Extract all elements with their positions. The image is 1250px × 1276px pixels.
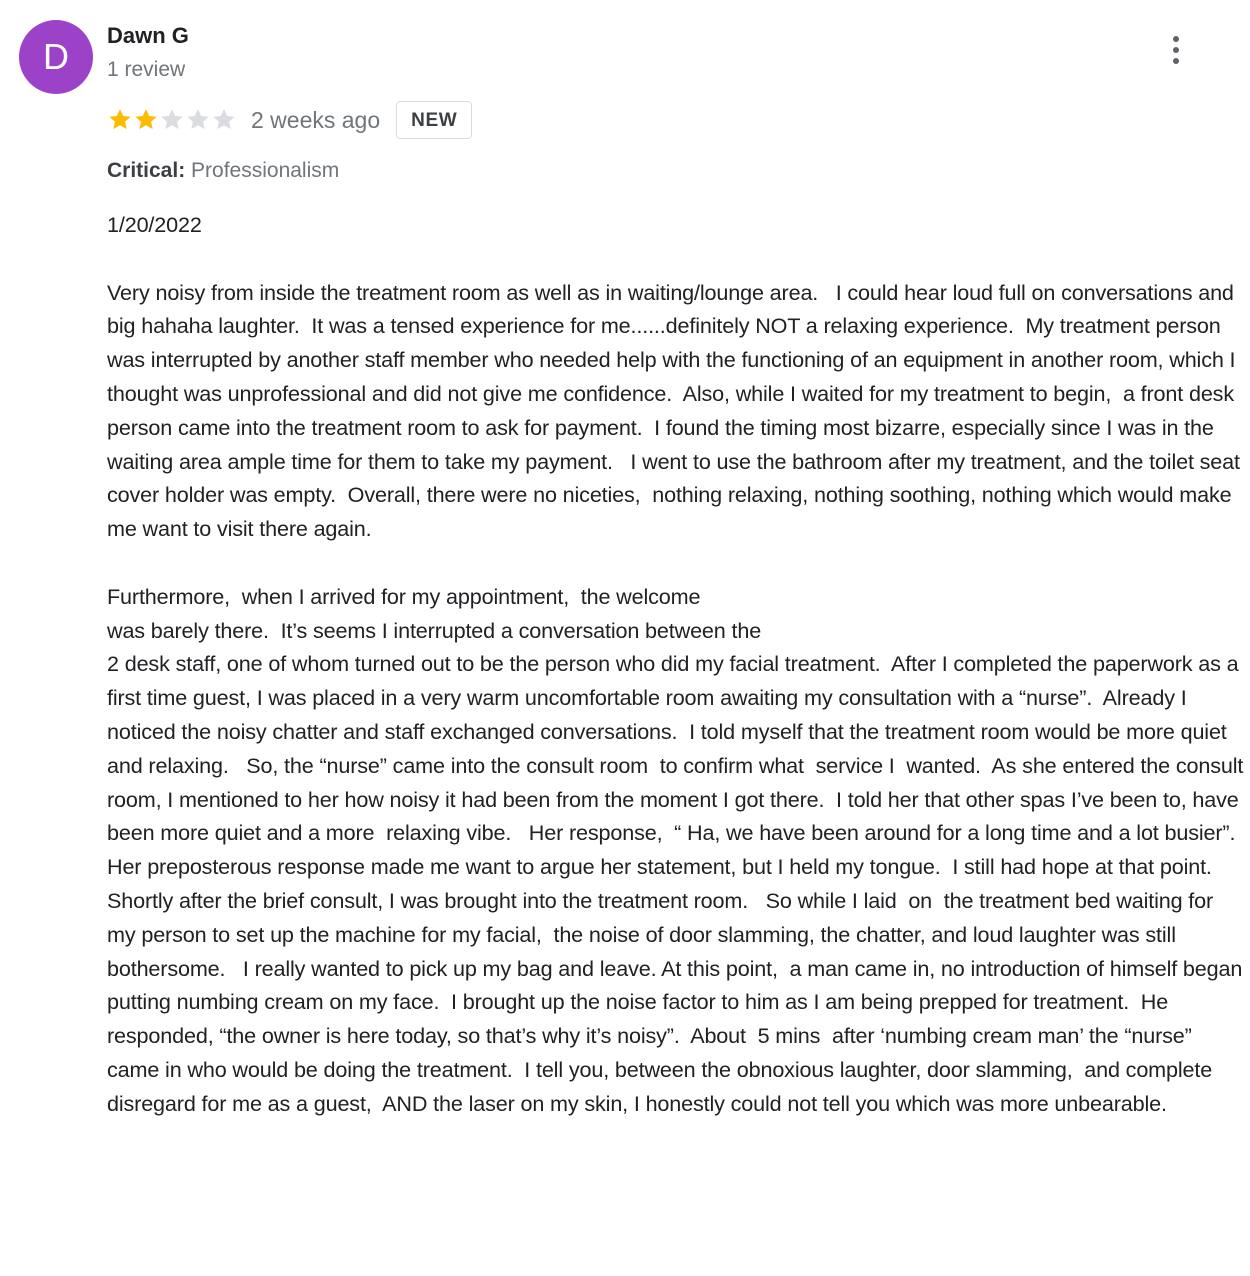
new-badge: NEW [396,101,472,139]
star-rating [107,107,237,133]
rating-row [107,100,472,140]
reviewer-name[interactable]: Dawn G [107,23,189,48]
critical-label: Critical: [107,159,186,182]
review-text: 1/20/2022 Very noisy from inside the treatment room as well as in waiting/lounge area. I could hear loud full on conversations and big hahaha laughter. It was a tensed experience for me......definitely NOT a relaxing experience. My treatment person was interrupted by another staff member who needed help with the functioning of an equipment in another room, which I thought was unprofessional and did not give me confidence. Also, while I waited for my treatment to begin, a front desk person came into the treatment room to ask for payment. I found the timing most bizarre, especially since I was in the waiting area ample time for them to take my payment. I went to use the bathroom after my treatment, and the toilet seat cover holder was empty. Overall, there were no niceties, nothing relaxing, nothing soothing, nothing which would make me want to visit there again. Furthermore, when I arrived for my appointment, the welcome was barely there. It’s seems I interrupted a conversation between the 2 desk staff, one of whom turned out to be the person who did my facial treatment. After I completed the paperwork as a first time guest, I was placed in a very warm uncomfortable room awaiting my consultation with a “nurse”. Already I noticed the noisy chatter and staff exchanged conversations. I told myself that the treatment room would be more quiet and relaxing. So, the “nurse” came into the consult room to confirm what service I wanted. As she entered the consult room, I mentioned to her how noisy it had been from the moment I got there. I told her that other spas I’ve been to, have been more quiet and a more relaxing vibe. Her response, “ Ha, we have been around for a long time and a lot busier”. Her preposterous response made me want to argue her statement, but I held my tongue. I still had hope at that point. Shortly after the brief consult, I was brought into the treatment room. So while I laid on the treatment bed waiting for my person to set up the machine for my facial, the noise of door slamming, the chatter, and loud laughter was still bothersome. I really wanted to pick up my bag and leave. At this point, a man came in, no introduction of himself began putting numbing cream on my face. I brought up the noise factor to him as I am being prepped for treatment. He responded, “the owner is here today, so that’s why it’s noisy”. About 5 mins after ‘numbing cream man’ the “nurse” came in who would be doing the treatment. I tell you, between the obnoxious laughter, door slamming, and complete disregard for me as a guest, AND the laser on my skin, I honestly could not tell you which was more unbearable. [107,212,1244,1116]
star-empty-icon [211,107,237,133]
reviewer-review-count: 1 review [107,58,186,81]
more-options-button[interactable] [1160,30,1192,70]
star-filled-icon [133,107,159,133]
star-empty-icon [159,107,185,133]
review-time: 2 weeks ago [251,107,381,133]
star-filled-icon [107,107,133,133]
avatar[interactable]: D [19,20,93,94]
more-vert-icon [1173,36,1179,64]
critical-line [107,157,339,185]
star-empty-icon [185,107,211,133]
critical-value: Professionalism [191,159,340,182]
